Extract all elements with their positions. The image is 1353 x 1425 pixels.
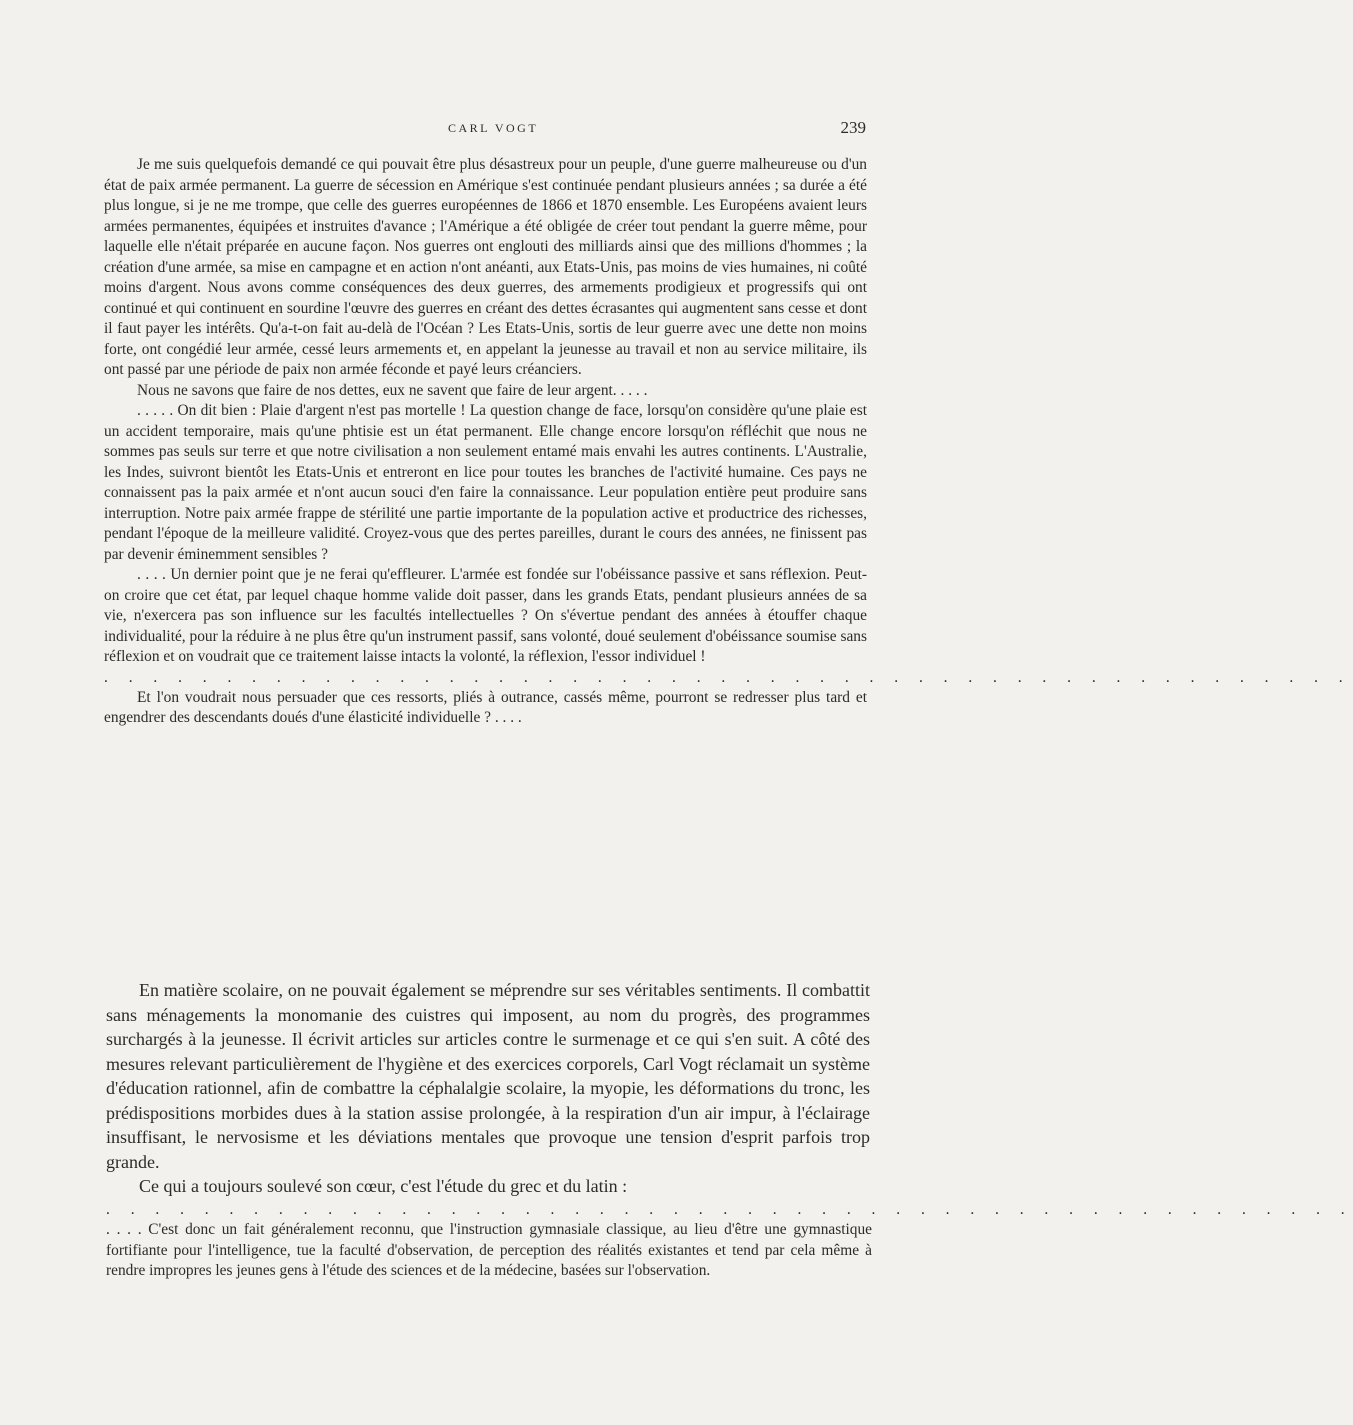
commentary-paragraph-2: Ce qui a toujours soulevé son cœur, c'est l'étude du grec et du latin :	[139, 1176, 628, 1196]
quote2-paragraph-1: . . . . C'est donc un fait généralement reconnu, que l'instruction gymnasiale classique, au lieu d'être une gymnastique fortifiante pour l'intelligence, tue la faculté d'observation, de perception des réalités existantes et tend par cela même à rendre impropres les jeunes gens à l'étude des sciences et de la médecine, basées sur l'observation.	[106, 1221, 872, 1279]
page-number: 239	[840, 118, 866, 137]
quoted-passage	[104, 155, 1352, 729]
running-title: CARL VOGT	[448, 121, 539, 135]
quote-paragraph-4: . . . . Un dernier point que je ne ferai qu'effleurer. L'armée est fondée sur l'obéissance passive et sans réflexion. Peut-on croire que cet état, par lequel chaque homme valide doit passer, dans les grands Etats, pendant plusieurs années de sa vie, n'exercera pas son influence sur les facultés intellectuelles ? On s'évertue pendant des années à étouffer chaque individualité, pour la réduire à ne plus être qu'un instrument passif, sans volonté, doué seulement d'obéissance soumise sans réflexion et on voudrait que ce traitement laisse intacts la volonté, la réflexion, l'essor individuel !	[104, 566, 867, 665]
quoted-passage-2	[106, 1200, 1353, 1282]
ellipsis-line: . . . . . . . . . . . . . . . . . . . . . . . . . . . . . . . . . . . . . . . . . . . . . . . . . . .	[104, 668, 1352, 686]
quote-paragraph-1: Je me suis quelquefois demandé ce qui pouvait être plus désastreux pour un peuple, d'une guerre malheureuse ou d'un état de paix armée permanent. La guerre de sécession en Amérique s'est continuée pendant plusieurs années ; sa durée a été plus longue, si je ne me trompe, que celle des guerres européennes de 1866 et 1870 ensemble. Les Européens avaient leurs armées permanentes, équipées et instruites d'avance ; l'Amérique a été obligée de créer tout pendant la guerre même, pour laquelle elle n'était préparée en aucune façon. Nos guerres ont englouti des milliards ainsi que des millions d'hommes ; la création d'une armée, sa mise en campagne et en action n'ont anéanti, aux Etats-Unis, pas moins de vies humaines, ni coûté moins d'argent. Nous avons comme conséquences des deux guerres, des armements prodigieux et progressifs qui ont continué et qui continuent en sourdine l'œuvre des guerres en créant des dettes écrasantes qui augmentent sans cesse et dont il faut payer les intérêts. Qu'a-t-on fait au-delà de l'Océan ? Les Etats-Unis, sortis de leur guerre avec une dette non moins forte, ont congédié leur armée, cessé leurs armements et, en appelant la jeunesse au travail et non au service militaire, ils ont passé par une période de paix non armée féconde et payé leurs créanciers.	[104, 156, 867, 378]
running-head	[104, 118, 866, 142]
commentary-text	[106, 978, 870, 1199]
quote-paragraph-5: Et l'on voudrait nous persuader que ces ressorts, pliés à outrance, cassés même, pourront se redresser plus tard et engendrer des descendants doués d'une élasticité individuelle ? . . . .	[104, 688, 867, 726]
quote-paragraph-2: Nous ne savons que faire de nos dettes, eux ne savent que faire de leur argent. . . . .	[137, 381, 648, 399]
ellipsis-line-2: . . . . . . . . . . . . . . . . . . . . . . . . . . . . . . . . . . . . . . . . . . . . . . . . . . .	[106, 1201, 1353, 1218]
commentary-paragraph-1: En matière scolaire, on ne pouvait également se méprendre sur ses véritables sentiments. Il combattit sans ménagements la monomanie des cuistres qui imposent, au nom du progrès, des programmes surchargés à la jeunesse. Il écrivit articles sur articles contre le surmenage et ce qui s'en suit. A côté des mesures relevant particulièrement de l'hygiène et des exercices corporels, Carl Vogt réclamait un système d'éducation rationnel, afin de combattre la céphalalgie scolaire, la myopie, les déformations du tronc, les prédispositions morbides dues à la station assise prolongée, à la respiration d'un air impur, à l'éclairage insuffisant, le nervosisme et les déviations mentales que provoque une tension d'esprit parfois trop grande.	[106, 980, 870, 1172]
quote-paragraph-3: . . . . . On dit bien : Plaie d'argent n'est pas mortelle ! La question change de face, lorsqu'on considère qu'une plaie est un accident temporaire, mais qu'une phtisie est un état permanent. Elle change encore lorsqu'on réfléchit que nous ne sommes pas seuls sur terre et que notre civilisation a non seulement entamé mais envahi les autres continents. L'Australie, les Indes, suivront bientôt les Etats-Unis et entreront en lice pour toutes les branches de l'activité humaine. Ces pays ne connaissent pas la paix armée et n'ont aucun souci d'en faire la connaissance. Leur population entière peut produire sans interruption. Notre paix armée frappe de stérilité une partie importante de la population active et productrice des richesses, pendant l'époque de la meilleure validité. Croyez-vous que des pertes pareilles, durant le cours des années, ne finissent pas par devenir éminemment sensibles ?	[104, 402, 867, 563]
